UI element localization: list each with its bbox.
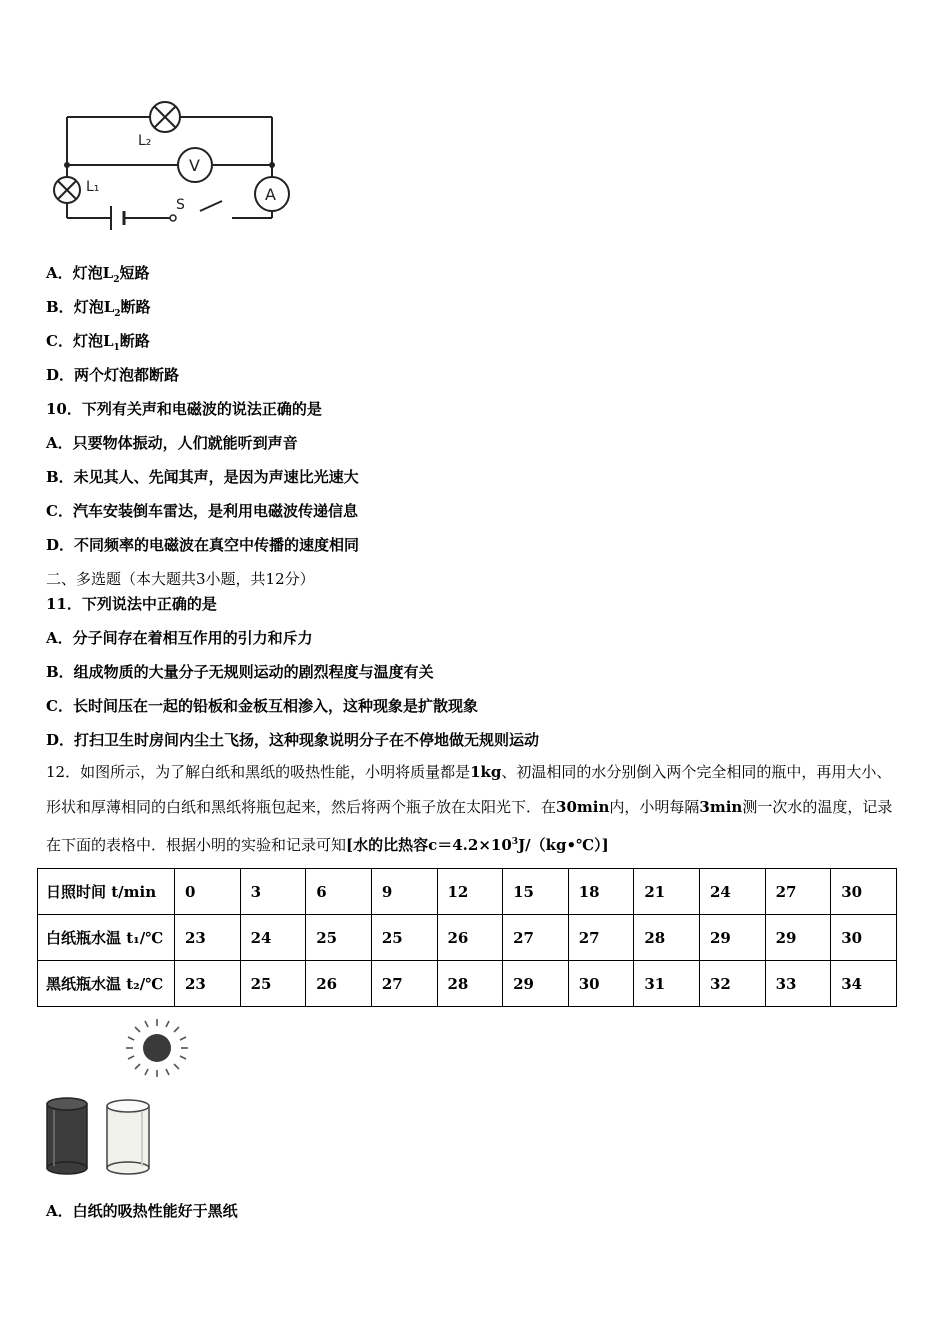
- cell: 26: [437, 915, 503, 961]
- cell: 6: [306, 869, 372, 915]
- cell: 30: [568, 961, 634, 1007]
- cell: 27: [371, 961, 437, 1007]
- q12-stem: 12．如图所示，为了解白纸和黑纸的吸热性能，小明将质量都是1kg、初温相同的水分别倒入两个完全相同的瓶中，再用大小、形状和厚薄相同的白纸和黑纸将瓶包起来，然后将两个瓶子放在太阳光下．在30min内，小明每隔3min测一次水的温度，记录在下面的表格中．根据小明的实验和记录可知[水的比热容$c=4.2\times 10^3J/(kg•℃)$]: [46, 763, 893, 854]
- black-bottle-icon: [47, 1098, 87, 1174]
- cell: 30: [831, 869, 897, 915]
- cell: 29: [503, 961, 569, 1007]
- q11-option-d: D．打扫卫生时房间内尘土飞扬，这种现象说明分子在不停地做无规则运动: [46, 731, 540, 749]
- q10-option-d: D．不同频率的电磁波在真空中传播的速度相同: [46, 536, 360, 554]
- temperature-table: [37, 868, 897, 1007]
- cell: 21: [634, 869, 700, 915]
- cell: 27: [568, 915, 634, 961]
- cell: 28: [634, 915, 700, 961]
- cell: 27: [503, 915, 569, 961]
- q11-option-c: C．长时间压在一起的铅板和金板互相渗入，这种现象是扩散现象: [46, 697, 478, 715]
- q12-option-a: A．白纸的吸热性能好于黑纸: [46, 1202, 238, 1220]
- cell: 31: [634, 961, 700, 1007]
- cell: 25: [306, 915, 372, 961]
- label-switch: S: [176, 197, 185, 213]
- q10-option-c: C．汽车安装倒车雷达，是利用电磁波传递信息: [46, 502, 358, 520]
- row-header-time: 日照时间 t/min: [38, 869, 175, 915]
- q11-option-b: B．组成物质的大量分子无规则运动的剧烈程度与温度有关: [46, 663, 434, 681]
- cell: 9: [371, 869, 437, 915]
- lamp-l1-icon: [54, 177, 80, 203]
- cell: 28: [437, 961, 503, 1007]
- q10-option-b: B．未见其人、先闻其声，是因为声速比光速大: [46, 468, 359, 486]
- label-voltmeter: V: [189, 156, 200, 175]
- q9-option-b: B．灯泡$L_2$断路: [46, 298, 151, 319]
- cell: 25: [371, 915, 437, 961]
- cell: 26: [306, 961, 372, 1007]
- bottles-illustration: [44, 1096, 156, 1176]
- table-row: [38, 869, 897, 915]
- cell: 23: [175, 961, 241, 1007]
- cell: 29: [765, 915, 831, 961]
- q9-option-c: C．灯泡$L_1$断路: [46, 332, 150, 353]
- lamp-l2-icon: [150, 102, 180, 132]
- cell: 29: [700, 915, 766, 961]
- q10-option-a: A．只要物体振动，人们就能听到声音: [46, 434, 298, 452]
- white-bottle-icon: [107, 1100, 149, 1174]
- cell: 32: [700, 961, 766, 1007]
- cell: 0: [175, 869, 241, 915]
- table-row: [38, 915, 897, 961]
- label-l2: L₂: [138, 133, 152, 149]
- q11-stem: 11．下列说法中正确的是: [46, 595, 217, 613]
- cell: 3: [240, 869, 306, 915]
- cell: 30: [831, 915, 897, 961]
- cell: 24: [240, 915, 306, 961]
- row-header-white: 白纸瓶水温 t₁/℃: [38, 915, 175, 961]
- cell: 27: [765, 869, 831, 915]
- q11-option-a: A．分子间存在着相互作用的引力和斥力: [46, 629, 313, 647]
- row-header-black: 黑纸瓶水温 t₂/℃: [38, 961, 175, 1007]
- cell: 33: [765, 961, 831, 1007]
- cell: 12: [437, 869, 503, 915]
- cell: 24: [700, 869, 766, 915]
- q10-stem: 10．下列有关声和电磁波的说法正确的是: [46, 400, 322, 418]
- label-l1: L₁: [86, 179, 100, 195]
- circuit-diagram: [46, 95, 296, 230]
- cell: 18: [568, 869, 634, 915]
- label-ammeter: A: [265, 185, 276, 204]
- q9-option-a: A．灯泡$L_2$短路: [46, 264, 150, 285]
- q9-option-d: D．两个灯泡都断路: [46, 366, 180, 384]
- cell: 23: [175, 915, 241, 961]
- table-row: [38, 961, 897, 1007]
- cell: 25: [240, 961, 306, 1007]
- cell: 34: [831, 961, 897, 1007]
- cell: 15: [503, 869, 569, 915]
- section-heading: 二、多选题（本大题共3小题，共12分）: [46, 570, 315, 588]
- sun-icon: [124, 1018, 190, 1078]
